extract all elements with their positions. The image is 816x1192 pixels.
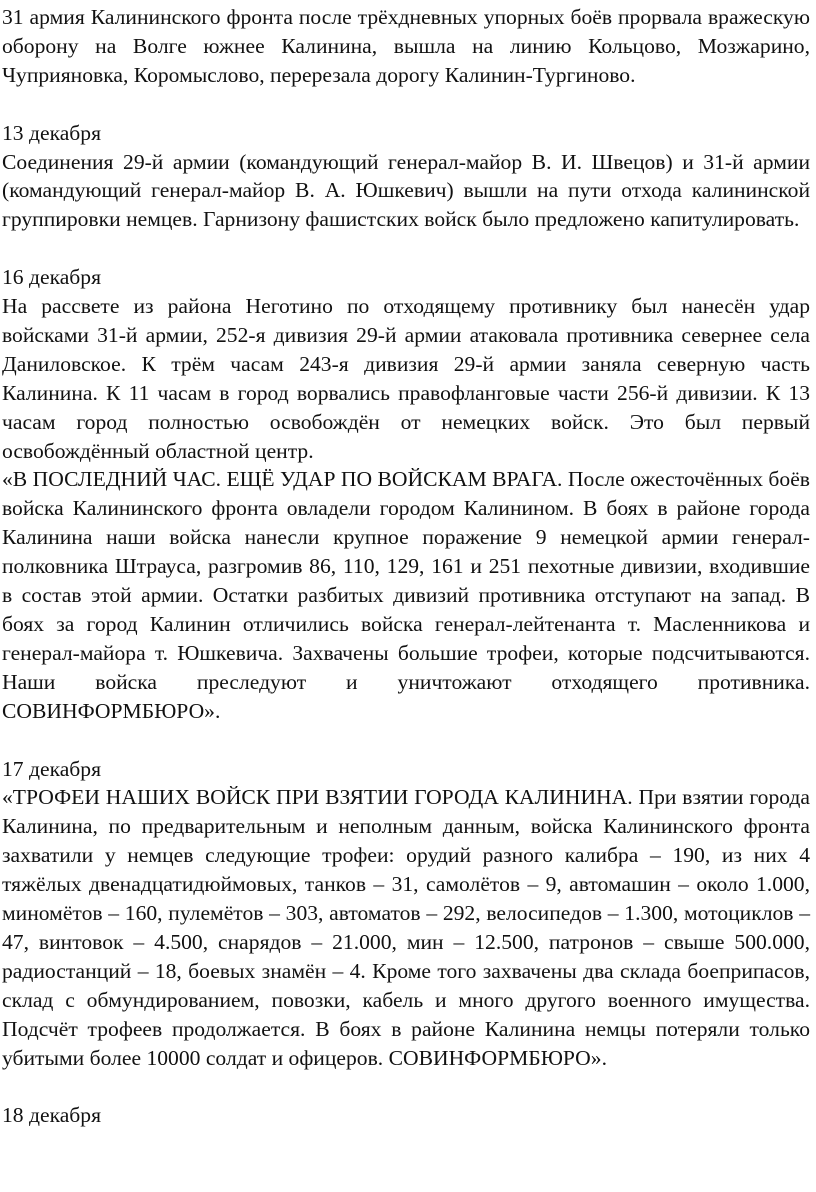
paragraph-16-dec: На рассвете из района Неготино по отходящему противнику был нанесён удар войсками 31-й армии, 252-я дивизия 29-й армии атаковала противника севернее села Даниловское. К трём часам 243-я дивизия 29-й армии заняла северную часть Калинина. К 11 часам в город ворвались правофланговые части 256-й дивизии. К 13 часам город полностью освобождён от немецких войск. Это был первый освобождённый областной центр. [2,294,810,463]
date-heading-16-dec: 16 декабря [2,265,102,290]
date-heading-18-dec: 18 декабря [2,1103,102,1128]
date-heading-17-dec: 17 декабря [2,756,102,781]
paragraph-intro: 31 армия Калининского фронта после трёхдневных упорных боёв прорвала вражескую оборону на Волге южнее Калинина, вышла на линию Кольцово, Мозжарино, Чуприяновка, Коромыслово, перерезала дорогу Калинин-Тургиново. [2,5,810,87]
date-heading-13-dec: 13 декабря [2,120,102,145]
paragraph-sovinformburo-last-hour: «В ПОСЛЕДНИЙ ЧАС. ЕЩЁ УДАР ПО ВОЙСКАМ ВРАГА. После ожесточённых боёв войска Калининского фронта овладели городом Калинином. В боях в районе города Калинина наши войска нанесли крупное поражение 9 немецкой армии генерал-полковника Штрауса, разгромив 86, 110, 129, 161 и 251 пехотные дивизии, входившие в состав этой армии. Остатки разбитых дивизий противника отступают на запад. В боях за город Калинин отличились войска генерал-лейтенанта т. Масленникова и генерал-майора т. Юшкевича. Захвачены большие трофеи, которые подсчитываются. Наши войска преследуют и уничтожают отходящего противника. СОВИНФОРМБЮРО». [2,467,810,723]
paragraph-trophies: «ТРОФЕИ НАШИХ ВОЙСК ПРИ ВЗЯТИИ ГОРОДА КАЛИНИНА. При взятии города Калинина, по предварительным и неполным данным, войска Калининского фронта захватили у немцев следующие трофеи: орудий разного калибра – 190, из них 4 тяжёлых двенадцатидюймовых, танков – 31, самолётов – 9, автомашин – около 1.000, миномётов – 160, пулемётов – 303, автоматов – 292, велосипедов – 1.300, мотоциклов – 47, винтовок – 4.500, снарядов – 21.000, мин – 12.500, патронов – свыше 500.000, радиостанций – 18, боевых знамён – 4. Кроме того захвачены два склада боеприпасов, склад с обмундированием, повозки, кабель и много другого военного имущества. Подсчёт трофеев продолжается. В боях в районе Калинина немцы потеряли только убитыми более 10000 солдат и офицеров. СОВИНФОРМБЮРО». [2,785,810,1070]
paragraph-13-dec: Соединения 29-й армии (командующий генерал-майор В. И. Швецов) и 31-й армии (командующий генерал-майор В. А. Юшкевич) вышли на пути отхода калининской группировки немцев. Гарнизону фашистских войск было предложено капитулировать. [2,149,810,232]
